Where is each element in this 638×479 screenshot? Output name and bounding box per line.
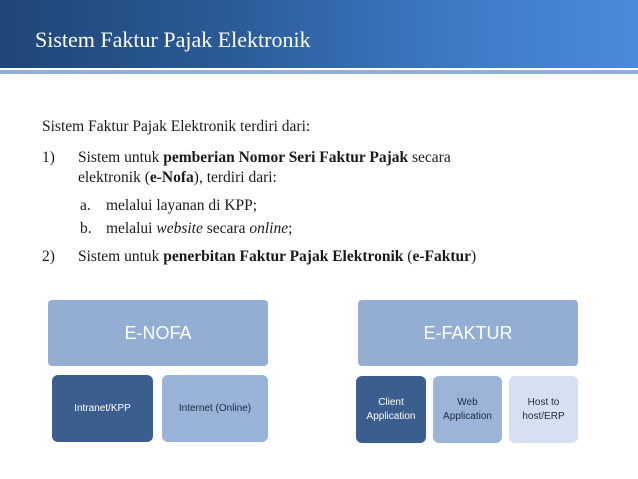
item1-line2 <box>78 169 277 187</box>
header-divider <box>0 70 638 74</box>
item2-post: ) <box>471 248 477 265</box>
efaktur-web-box <box>433 376 502 443</box>
item2-bold: penerbitan Faktur Pajak Elektronik <box>163 248 404 265</box>
efaktur-item-host: Host to host/ERP <box>522 396 565 422</box>
enofa-title: E-NOFA <box>124 323 192 343</box>
slide-header <box>0 0 638 68</box>
efaktur-box <box>358 300 578 366</box>
sub-b-label: b. <box>80 220 92 237</box>
item1-number: 1) <box>42 149 55 166</box>
item1-pre: Sistem untuk <box>78 149 164 166</box>
item1-bold: pemberian Nomor Seri Faktur Pajak <box>163 149 409 166</box>
enofa-internet-box <box>162 375 268 442</box>
sub-a-text: melalui layanan di KPP; <box>106 197 258 214</box>
item1-cont-bold: e-Nofa <box>149 169 194 186</box>
efaktur-title: E-FAKTUR <box>423 323 513 343</box>
sub-b-italic1: website <box>156 220 203 237</box>
intro-text: Sistem Faktur Pajak Elektronik terdiri dari: <box>42 118 311 135</box>
item1-cont-post: ), terdiri dari: <box>193 169 277 186</box>
sub-b-text <box>106 220 292 238</box>
efaktur-item-client: Client Application <box>366 396 416 422</box>
item2-bold2: e-Faktur <box>412 248 471 265</box>
slide-title: Sistem Faktur Pajak Elektronik <box>35 27 311 52</box>
sub-b-italic2: online <box>249 220 289 237</box>
sub-b-post: ; <box>288 220 293 237</box>
enofa-item-intranet: Intranet/KPP <box>74 402 131 414</box>
efaktur-item-web: Web Application <box>443 396 492 422</box>
sub-a-label: a. <box>80 197 91 214</box>
item1-post: secara <box>408 149 451 166</box>
sub-b-pre: melalui <box>106 220 157 237</box>
item2-pre: Sistem untuk <box>78 248 164 265</box>
enofa-intranet-box <box>52 375 153 442</box>
sub-b-mid: secara <box>202 220 250 237</box>
efaktur-host-box <box>509 376 578 443</box>
enofa-box <box>48 300 268 366</box>
item2-number: 2) <box>42 248 55 265</box>
item1-cont-pre: elektronik ( <box>78 169 150 186</box>
item1-line1 <box>78 149 451 167</box>
enofa-item-internet: Internet (Online) <box>178 402 252 414</box>
efaktur-client-box <box>356 376 426 443</box>
item2-line <box>78 248 476 266</box>
item2-mid: ( <box>403 248 413 265</box>
